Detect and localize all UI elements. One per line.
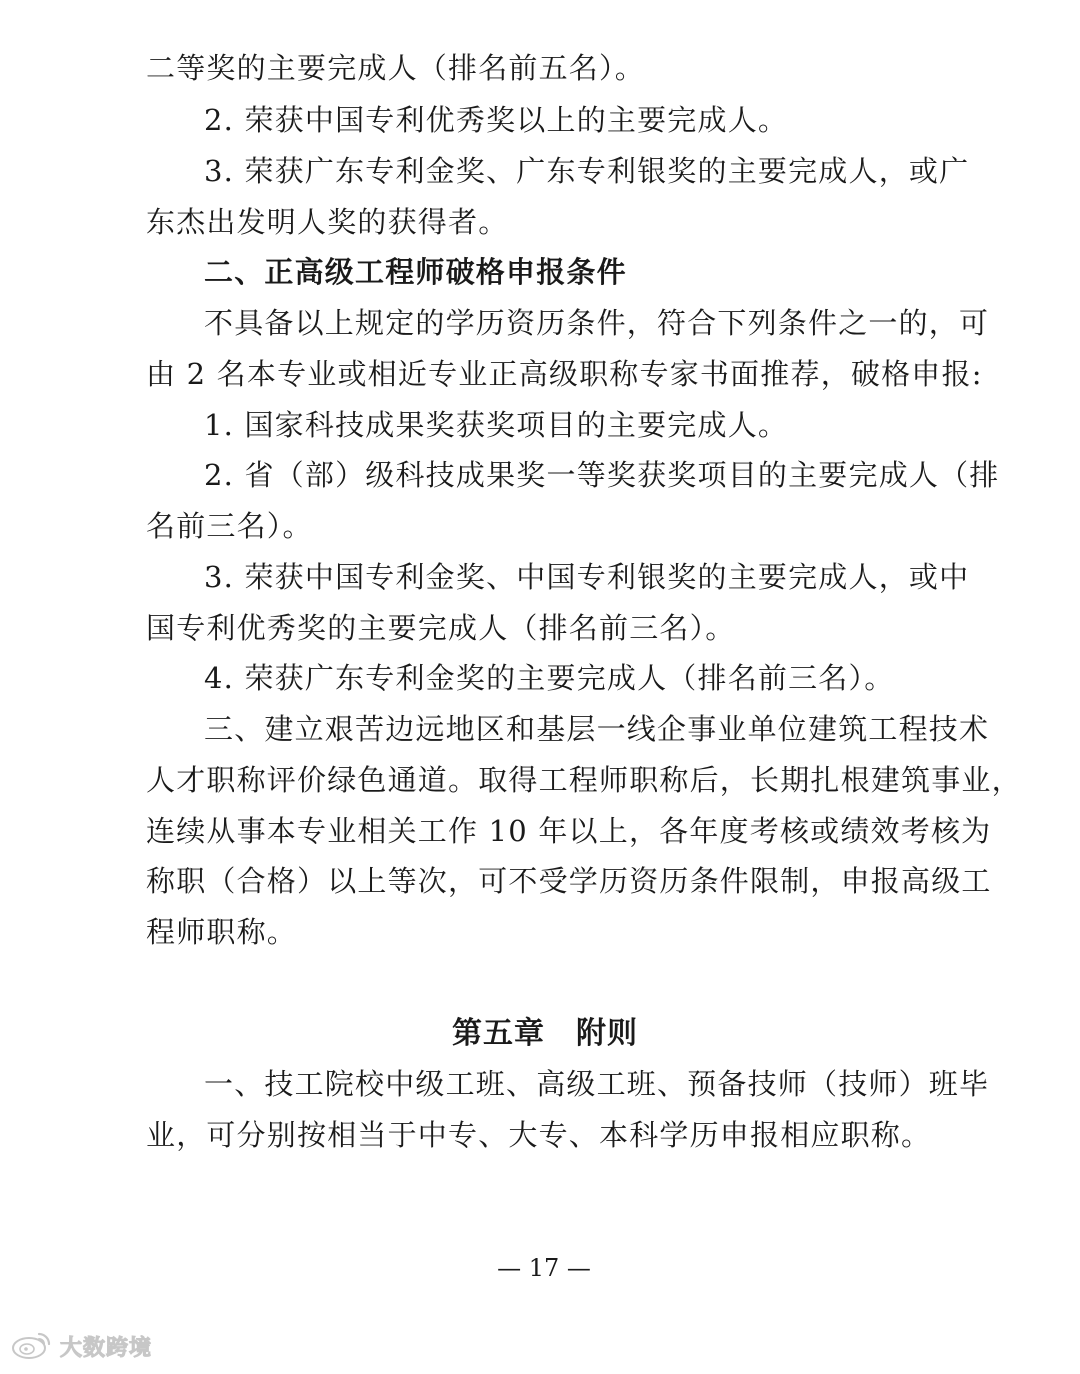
chapter-heading: 第五章 附则 [452,1016,638,1051]
paragraph-line: 名前三名）。 [146,509,313,543]
weibo-logo-icon [10,1328,54,1364]
paragraph-line: 程师职称。 [146,915,298,949]
list-item: 3. 荣获广东专利金奖、广东专利银奖的主要完成人，或广 [204,154,970,188]
list-item: 2. 荣获中国专利优秀奖以上的主要完成人。 [204,103,789,137]
paragraph-line: 一、技工院校中级工班、高级工班、预备技师（技师）班毕 [204,1067,990,1101]
paragraph-line: 由 2 名本专业或相近专业正高级职称专家书面推荐，破格申报: [146,357,983,391]
list-item: 3. 荣获中国专利金奖、中国专利银奖的主要完成人，或中 [204,560,970,594]
paragraph-line: 连续从事本专业相关工作 10 年以上，各年度考核或绩效考核为 [146,814,992,848]
list-item: 2. 省（部）级科技成果奖一等奖获奖项目的主要完成人（排 [204,458,1000,492]
watermark-text: 大数跨境 [60,1335,153,1361]
paragraph-line: 称职（合格）以上等次，可不受学历资历条件限制，申报高级工 [146,864,992,898]
paragraph-line: 业，可分别按相当于中专、大专、本科学历申报相应职称。 [146,1118,932,1152]
paragraph-line: 三、建立艰苦边远地区和基层一线企事业单位建筑工程技术 [204,712,990,746]
list-item: 4. 荣获广东专利金奖的主要完成人（排名前三名）。 [204,661,895,695]
watermark [10,1326,152,1366]
paragraph-line: 国专利优秀奖的主要完成人（排名前三名）。 [146,611,736,645]
page-number: — 17 — [497,1254,591,1282]
paragraph-line: 二等奖的主要完成人（排名前五名）。 [146,51,645,85]
paragraph-line: 不具备以上规定的学历资历条件，符合下列条件之一的，可 [204,306,990,340]
section-heading: 二、正高级工程师破格申报条件 [204,255,627,289]
paragraph-line: 东杰出发明人奖的获得者。 [146,205,509,239]
list-item: 1. 国家科技成果奖获奖项目的主要完成人。 [204,408,789,442]
paragraph-line: 人才职称评价绿色通道。取得工程师职称后，长期扎根建筑事业， [146,763,1022,797]
